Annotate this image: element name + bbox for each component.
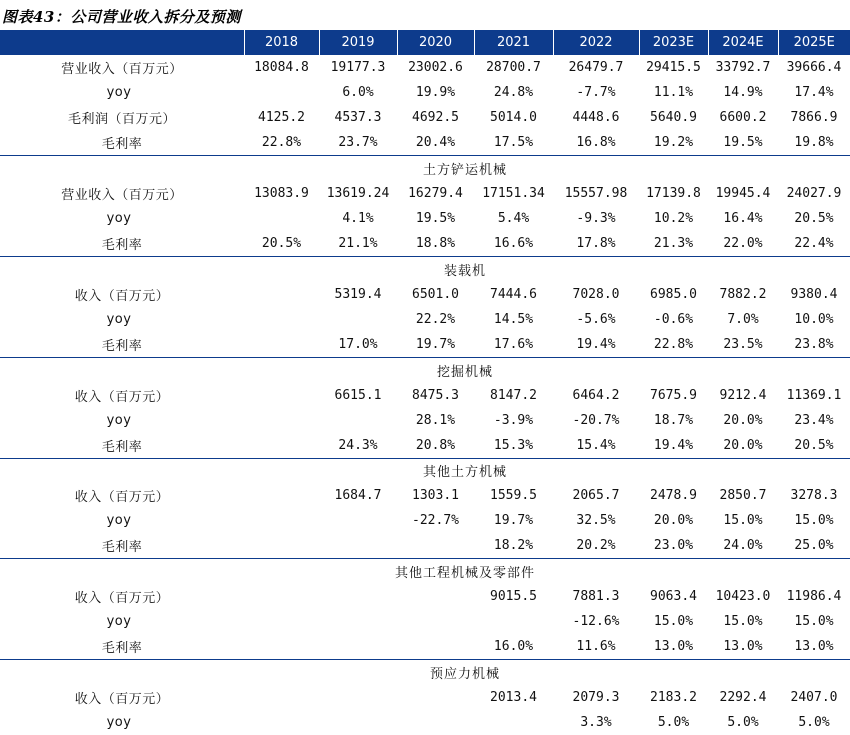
value-cell-2020: 16279.4 xyxy=(408,186,463,202)
table-row xyxy=(0,634,850,659)
value-cell-2018: 13083.9 xyxy=(254,186,309,202)
table-row xyxy=(0,231,850,256)
table-row xyxy=(0,131,850,156)
value-cell-2019: 5319.4 xyxy=(334,286,382,302)
section-title: 挖掘机械 xyxy=(0,357,850,382)
value-cell-2023E: 2183.2 xyxy=(650,689,697,705)
value-cell-2025E: 11369.1 xyxy=(786,387,842,403)
value-cell-2025E: 15.0% xyxy=(794,614,834,630)
value-cell-2022: 4448.6 xyxy=(572,110,620,126)
value-cell-2018 xyxy=(244,584,319,609)
value-cell-2020: 4692.5 xyxy=(412,110,459,126)
value-cell-2025E: 20.5% xyxy=(794,437,834,453)
value-cell-2020 xyxy=(397,710,474,735)
value-cell-2023E: 11.1% xyxy=(653,85,694,101)
value-cell-2022: -7.7% xyxy=(576,85,616,101)
value-cell-2021: 19.7% xyxy=(493,513,534,529)
value-cell-2023E: 19.4% xyxy=(653,437,694,453)
value-cell-2021: 17151.34 xyxy=(482,186,545,202)
row-label: 收入（百万元） xyxy=(74,691,170,707)
value-cell-2023E: 10.2% xyxy=(653,211,694,227)
value-cell-2021: 24.8% xyxy=(493,85,534,101)
row-label: 毛利率 xyxy=(101,641,143,657)
value-cell-2024E: 19945.4 xyxy=(715,186,771,202)
value-cell-2018: 22.8% xyxy=(261,135,302,151)
value-cell-2021: -3.9% xyxy=(493,412,534,428)
value-cell-2023E: 19.2% xyxy=(653,135,694,151)
value-cell-2022: 2065.7 xyxy=(572,488,620,504)
value-cell-2020: 19.7% xyxy=(415,336,456,352)
table-row xyxy=(0,55,850,80)
value-cell-2021: 17.6% xyxy=(493,336,534,352)
value-cell-2025E: 10.0% xyxy=(794,311,834,327)
row-label: 毛利率 xyxy=(101,338,143,354)
value-cell-2019: 21.1% xyxy=(338,236,378,252)
value-cell-2021: 7444.6 xyxy=(490,286,537,302)
value-cell-2021: 28700.7 xyxy=(486,60,541,76)
value-cell-2019 xyxy=(319,584,397,609)
header-year-2024E: 2024E xyxy=(708,30,778,55)
value-cell-2020 xyxy=(397,534,474,559)
value-cell-2018 xyxy=(244,534,319,559)
section-row xyxy=(0,257,850,282)
value-cell-2018 xyxy=(244,282,319,307)
row-label: yoy xyxy=(106,412,132,428)
value-cell-2019: 6.0% xyxy=(342,85,374,101)
value-cell-2021: 5.4% xyxy=(497,211,530,227)
value-cell-2025E: 25.0% xyxy=(794,538,834,554)
value-cell-2023E: 18.7% xyxy=(653,412,694,428)
table-row xyxy=(0,483,850,508)
value-cell-2022: 7028.0 xyxy=(572,286,620,302)
value-cell-2018 xyxy=(244,332,319,357)
value-cell-2022: 17.8% xyxy=(576,236,616,252)
value-cell-2023E: 5640.9 xyxy=(650,110,697,126)
value-cell-2024E: 15.0% xyxy=(723,614,763,630)
value-cell-2025E: 22.4% xyxy=(794,236,834,252)
value-cell-2022: 26479.7 xyxy=(568,60,624,76)
value-cell-2024E: 13.0% xyxy=(723,639,763,655)
value-cell-2025E: 23.4% xyxy=(794,412,834,428)
value-cell-2018 xyxy=(244,433,319,458)
value-cell-2025E: 3278.3 xyxy=(790,488,838,504)
value-cell-2019: 24.3% xyxy=(338,437,378,453)
row-label: 毛利率 xyxy=(101,540,143,556)
header-year-2020: 2020 xyxy=(397,30,474,55)
value-cell-2022: -20.7% xyxy=(572,412,620,428)
value-cell-2022: 2079.3 xyxy=(572,689,620,705)
row-label: 毛利率 xyxy=(101,137,143,153)
figure-title: 图表43：公司营业收入拆分及预测 xyxy=(2,8,241,26)
section-title: 预应力机械 xyxy=(0,660,850,685)
table-row xyxy=(0,206,850,231)
header-year-2025E: 2025E xyxy=(778,30,850,55)
value-cell-2018: 20.5% xyxy=(261,236,302,252)
section-title: 其他工程机械及零部件 xyxy=(0,559,850,584)
header-year-2022: 2022 xyxy=(553,30,639,55)
value-cell-2025E: 7866.9 xyxy=(790,110,838,126)
value-cell-2019 xyxy=(319,710,397,735)
section-title: 其他土方机械 xyxy=(0,458,850,483)
value-cell-2019: 6615.1 xyxy=(334,387,382,403)
row-label: yoy xyxy=(106,714,132,730)
value-cell-2023E: 20.0% xyxy=(653,513,694,529)
table-row xyxy=(0,433,850,458)
value-cell-2024E: 33792.7 xyxy=(715,60,771,76)
value-cell-2021: 15.3% xyxy=(493,437,534,453)
row-label: yoy xyxy=(106,85,132,101)
value-cell-2023E: 13.0% xyxy=(653,639,694,655)
value-cell-2018 xyxy=(244,206,319,231)
value-cell-2021: 9015.5 xyxy=(490,589,537,605)
value-cell-2025E: 19.8% xyxy=(794,135,834,151)
value-cell-2024E: 10423.0 xyxy=(715,589,771,605)
value-cell-2025E: 9380.4 xyxy=(790,286,838,302)
value-cell-2024E: 7.0% xyxy=(727,311,759,327)
value-cell-2024E: 2850.7 xyxy=(719,488,767,504)
value-cell-2025E: 2407.0 xyxy=(790,689,838,705)
value-cell-2021: 16.6% xyxy=(493,236,534,252)
value-cell-2025E: 15.0% xyxy=(794,513,834,529)
value-cell-2023E: 23.0% xyxy=(653,538,694,554)
value-cell-2019 xyxy=(319,408,397,433)
value-cell-2023E: 7675.9 xyxy=(650,387,697,403)
value-cell-2023E: 22.8% xyxy=(653,336,694,352)
value-cell-2022: 20.2% xyxy=(576,538,616,554)
value-cell-2024E: 23.5% xyxy=(723,336,763,352)
value-cell-2019: 4.1% xyxy=(342,211,374,227)
value-cell-2020: 8475.3 xyxy=(412,387,459,403)
value-cell-2024E: 22.0% xyxy=(723,236,763,252)
value-cell-2019 xyxy=(319,534,397,559)
value-cell-2022: -12.6% xyxy=(572,614,620,630)
row-label: 毛利润（百万元） xyxy=(67,112,176,128)
table-row xyxy=(0,710,850,735)
row-label: 毛利率 xyxy=(101,238,143,254)
value-cell-2019: 17.0% xyxy=(338,336,378,352)
value-cell-2023E: 29415.5 xyxy=(646,60,701,76)
value-cell-2020: 1303.1 xyxy=(412,488,459,504)
value-cell-2021: 1559.5 xyxy=(490,488,537,504)
section-title: 土方铲运机械 xyxy=(0,156,850,181)
value-cell-2018: 4125.2 xyxy=(258,110,305,126)
value-cell-2021: 5014.0 xyxy=(490,110,537,126)
value-cell-2023E: 21.3% xyxy=(653,236,694,252)
value-cell-2024E: 6600.2 xyxy=(719,110,767,126)
value-cell-2020: 19.9% xyxy=(415,85,456,101)
value-cell-2019: 23.7% xyxy=(338,135,378,151)
row-label: 收入（百万元） xyxy=(74,389,170,405)
table-row xyxy=(0,584,850,609)
table-row xyxy=(0,534,850,559)
value-cell-2024E: 19.5% xyxy=(723,135,763,151)
row-label: 营业收入（百万元） xyxy=(61,188,183,204)
value-cell-2022: 7881.3 xyxy=(572,589,620,605)
value-cell-2020: -22.7% xyxy=(412,513,459,529)
value-cell-2020: 23002.6 xyxy=(408,60,463,76)
value-cell-2025E: 20.5% xyxy=(794,211,834,227)
value-cell-2020 xyxy=(397,634,474,659)
section-row xyxy=(0,357,850,382)
value-cell-2024E: 2292.4 xyxy=(719,689,767,705)
value-cell-2020: 19.5% xyxy=(415,211,456,227)
value-cell-2024E: 20.0% xyxy=(723,412,763,428)
value-cell-2022: 15557.98 xyxy=(564,186,628,202)
table-row xyxy=(0,80,850,105)
row-label: 毛利率 xyxy=(101,439,143,455)
table-row xyxy=(0,508,850,533)
value-cell-2024E: 5.0% xyxy=(727,714,759,730)
value-cell-2022: 6464.2 xyxy=(572,387,620,403)
value-cell-2022: -9.3% xyxy=(576,211,616,227)
value-cell-2021: 14.5% xyxy=(493,311,534,327)
table-row xyxy=(0,408,850,433)
table-row xyxy=(0,282,850,307)
value-cell-2023E: 5.0% xyxy=(657,714,690,730)
value-cell-2022: 3.3% xyxy=(580,714,612,730)
table-row xyxy=(0,685,850,710)
table-row xyxy=(0,307,850,332)
value-cell-2020: 28.1% xyxy=(415,412,456,428)
value-cell-2025E: 5.0% xyxy=(798,714,830,730)
value-cell-2021: 8147.2 xyxy=(490,387,537,403)
value-cell-2019: 4537.3 xyxy=(334,110,382,126)
value-cell-2021 xyxy=(474,609,553,634)
value-cell-2018 xyxy=(244,483,319,508)
row-label: yoy xyxy=(106,513,132,529)
value-cell-2020: 20.4% xyxy=(415,135,456,151)
header-label-cell xyxy=(0,30,244,55)
value-cell-2021: 16.0% xyxy=(493,639,534,655)
value-cell-2020 xyxy=(397,609,474,634)
value-cell-2024E: 24.0% xyxy=(723,538,763,554)
value-cell-2022: -5.6% xyxy=(576,311,616,327)
section-row xyxy=(0,458,850,483)
value-cell-2019 xyxy=(319,609,397,634)
value-cell-2025E: 11986.4 xyxy=(786,589,842,605)
value-cell-2021: 2013.4 xyxy=(490,689,537,705)
value-cell-2024E: 7882.2 xyxy=(719,286,767,302)
header-year-2021: 2021 xyxy=(474,30,553,55)
row-label: 收入（百万元） xyxy=(74,591,170,607)
row-label: 收入（百万元） xyxy=(74,288,170,304)
section-title: 装载机 xyxy=(0,257,850,282)
value-cell-2024E: 15.0% xyxy=(723,513,763,529)
value-cell-2018 xyxy=(244,710,319,735)
section-row xyxy=(0,156,850,181)
row-label: yoy xyxy=(106,211,132,227)
value-cell-2022: 15.4% xyxy=(576,437,616,453)
value-cell-2023E: 2478.9 xyxy=(650,488,697,504)
value-cell-2020: 20.8% xyxy=(415,437,456,453)
value-cell-2023E: -0.6% xyxy=(653,311,694,327)
value-cell-2024E: 20.0% xyxy=(723,437,763,453)
value-cell-2018 xyxy=(244,508,319,533)
header-year-2019: 2019 xyxy=(319,30,397,55)
value-cell-2025E: 39666.4 xyxy=(786,60,842,76)
value-cell-2022: 11.6% xyxy=(576,639,616,655)
table-row xyxy=(0,609,850,634)
value-cell-2020: 6501.0 xyxy=(412,286,459,302)
value-cell-2023E: 15.0% xyxy=(653,614,694,630)
value-cell-2023E: 6985.0 xyxy=(650,286,697,302)
row-label: 营业收入（百万元） xyxy=(61,62,183,78)
value-cell-2018: 18084.8 xyxy=(254,60,309,76)
table-header xyxy=(0,30,850,55)
value-cell-2018 xyxy=(244,408,319,433)
table-row xyxy=(0,181,850,206)
value-cell-2025E: 13.0% xyxy=(794,639,834,655)
revenue-breakdown-table xyxy=(0,30,850,735)
value-cell-2025E: 23.8% xyxy=(794,336,834,352)
value-cell-2020: 18.8% xyxy=(415,236,456,252)
value-cell-2019 xyxy=(319,685,397,710)
value-cell-2023E: 17139.8 xyxy=(646,186,701,202)
value-cell-2020: 22.2% xyxy=(415,311,456,327)
table-row xyxy=(0,105,850,130)
value-cell-2024E: 16.4% xyxy=(723,211,763,227)
value-cell-2022: 16.8% xyxy=(576,135,616,151)
value-cell-2019: 19177.3 xyxy=(330,60,386,76)
value-cell-2019 xyxy=(319,307,397,332)
value-cell-2021 xyxy=(474,710,553,735)
row-label: yoy xyxy=(106,311,132,327)
table-body xyxy=(0,55,850,735)
table-row xyxy=(0,382,850,407)
row-label: yoy xyxy=(106,614,132,630)
value-cell-2023E: 9063.4 xyxy=(650,589,697,605)
value-cell-2024E: 14.9% xyxy=(723,85,763,101)
value-cell-2019: 13619.24 xyxy=(326,186,390,202)
value-cell-2021: 17.5% xyxy=(493,135,534,151)
value-cell-2024E: 9212.4 xyxy=(719,387,767,403)
value-cell-2019 xyxy=(319,634,397,659)
value-cell-2018 xyxy=(244,80,319,105)
value-cell-2019 xyxy=(319,508,397,533)
value-cell-2018 xyxy=(244,609,319,634)
header-year-2018: 2018 xyxy=(244,30,319,55)
value-cell-2022: 19.4% xyxy=(576,336,616,352)
value-cell-2025E: 17.4% xyxy=(794,85,834,101)
section-row xyxy=(0,660,850,685)
value-cell-2020 xyxy=(397,685,474,710)
value-cell-2018 xyxy=(244,382,319,407)
value-cell-2025E: 24027.9 xyxy=(786,186,842,202)
value-cell-2021: 18.2% xyxy=(493,538,534,554)
value-cell-2019: 1684.7 xyxy=(334,488,382,504)
header-row xyxy=(0,30,850,55)
value-cell-2018 xyxy=(244,307,319,332)
value-cell-2020 xyxy=(397,584,474,609)
value-cell-2018 xyxy=(244,634,319,659)
row-label: 收入（百万元） xyxy=(74,490,170,506)
table-row xyxy=(0,332,850,357)
value-cell-2022: 32.5% xyxy=(576,513,616,529)
value-cell-2018 xyxy=(244,685,319,710)
section-row xyxy=(0,559,850,584)
header-year-2023E: 2023E xyxy=(639,30,708,55)
